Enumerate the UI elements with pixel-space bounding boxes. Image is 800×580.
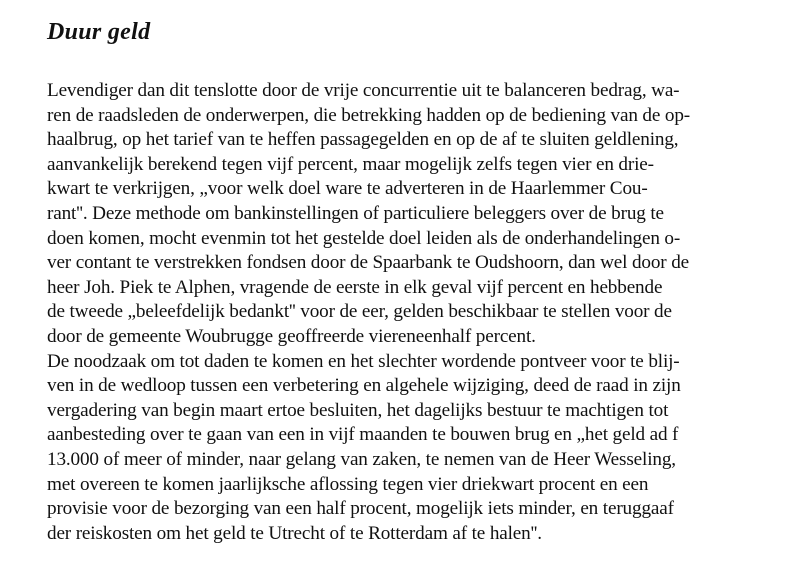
section-title: Duur geld [47,19,151,45]
text-line: met overeen te komen jaarlijksche aflossing tegen vier driekwart procent en een [47,473,649,495]
text-line: doen komen, mocht evenmin tot het gestelde doel leiden als de onderhandelingen o- [47,227,681,249]
text-line: de tweede „beleefdelijk bedankt'' voor de eer, gelden beschikbaar te stellen voor de [47,301,672,323]
text-line: ver contant te verstrekken fondsen door de Spaarbank te Oudshoorn, dan wel door de [47,252,690,274]
text-line: haalbrug, op het tarief van te heffen passagegelden en op de af te sluiten geldlening, [47,129,679,151]
body-paragraphs [47,79,787,546]
text-line: ren de raadsleden de onderwerpen, die betrekking hadden op de bediening van de op- [47,104,691,126]
text-line: 13.000 of meer of minder, naar gelang van zaken, te nemen van de Heer Wesseling, [47,448,676,470]
text-line: der reiskosten om het geld te Utrecht of te Rotterdam af te halen''. [47,522,542,544]
text-line: kwart te verkrijgen, „voor welk doel ware te adverteren in de Haarlemmer Cou- [47,178,648,200]
text-line: door de gemeente Woubrugge geoffreerde viereneenhalf percent. [47,325,536,347]
text-line: aanvankelijk berekend tegen vijf percent, maar mogelijk zelfs tegen vier en drie- [47,153,654,175]
text-line: rant''. Deze methode om bankinstellingen of particuliere beleggers over de brug te [47,202,664,224]
text-line: Levendiger dan dit tenslotte door de vrije concurrentie uit te balanceren bedrag, wa- [47,80,680,101]
text-line: provisie voor de bezorging van een half procent, mogelijk iets minder, en teruggaaf [47,498,674,520]
text-line: ven in de wedloop tussen een verbetering en algehele wijziging, deed de raad in zijn [47,375,681,397]
text-line: aanbesteding over te gaan van een in vijf maanden te bouwen brug en „het geld ad f [47,424,679,446]
text-line: heer Joh. Piek te Alphen, vragende de eerste in elk geval vijf percent en hebbende [47,276,663,298]
text-line: vergadering van begin maart ertoe besluiten, het dagelijks bestuur te machtigen tot [47,399,669,421]
text-line: De noodzaak om tot daden te komen en het slechter wordende pontveer voor te blij- [47,350,680,372]
